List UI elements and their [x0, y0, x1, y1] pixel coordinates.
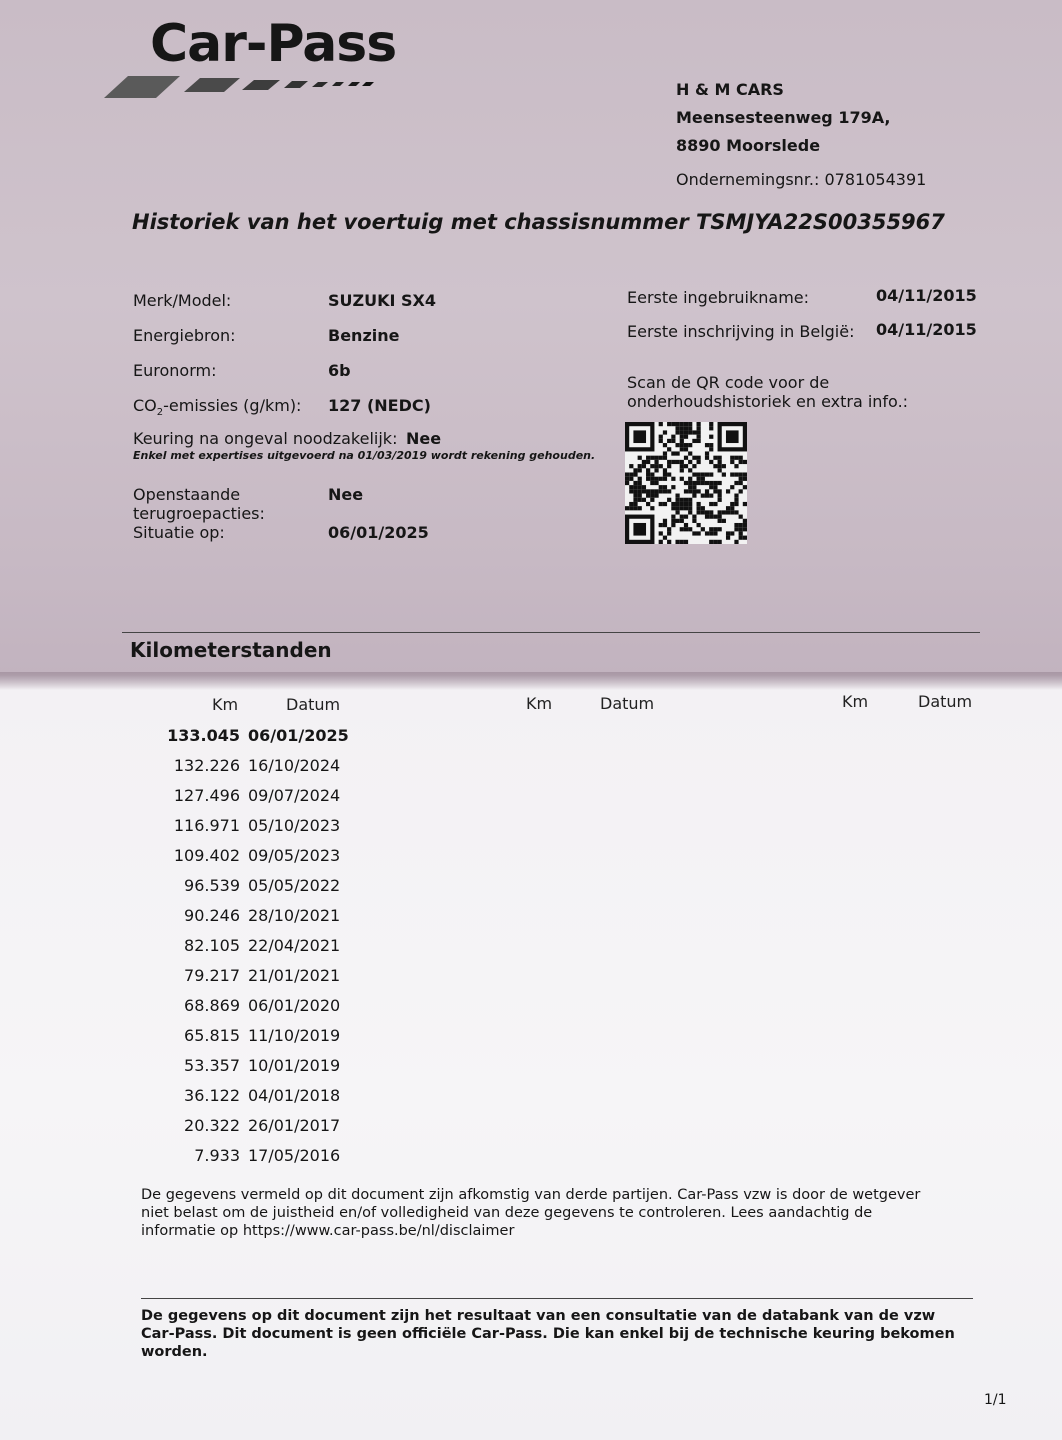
first-registration-value: 04/11/2015	[876, 320, 977, 339]
km-cell: 36.122	[184, 1086, 240, 1105]
first-use-value: 04/11/2015	[876, 286, 977, 305]
km-cell: 132.226	[173, 756, 240, 775]
recall-label-1: Openstaande	[133, 485, 241, 504]
table-row	[150, 1086, 358, 1116]
date-header-2: Datum	[600, 694, 655, 713]
table-row	[150, 786, 358, 816]
disclaimer-text: De gegevens vermeld op dit document zijn afkomstig van derde partijen. Car-Pass vzw is door de wetgever niet belast om de juistheid en/of volledigheid van deze gegevens te controleren. Lees aandachtig de informatie op https://www.car-pass.be/nl/disclaimer	[141, 1187, 921, 1239]
table-row	[150, 726, 358, 756]
qr-code-icon[interactable]	[625, 422, 747, 544]
recall-label-2: terugroepacties:	[133, 504, 265, 523]
table-row	[150, 1056, 358, 1086]
dealer-address	[676, 76, 926, 194]
km-cell: 79.217	[184, 966, 240, 985]
date-cell: 09/07/2024	[248, 786, 341, 805]
date-cell: 10/01/2019	[248, 1056, 341, 1075]
date-cell: 06/01/2020	[248, 996, 341, 1015]
co2-label-post: -emissies (g/km):	[163, 396, 302, 415]
make-label: Merk/Model:	[133, 291, 232, 310]
make-value: SUZUKI SX4	[328, 291, 437, 310]
co2-label-pre: CO	[133, 396, 157, 415]
table-row	[150, 816, 358, 846]
fuel-label: Energiebron:	[133, 326, 236, 345]
dealer-registration	[676, 166, 926, 194]
situation-value: 06/01/2025	[328, 523, 429, 542]
date-cell: 16/10/2024	[248, 756, 341, 775]
dealer-street: Meensesteenweg 179A,	[676, 108, 891, 127]
km-cell: 116.971	[173, 816, 240, 835]
km-cell: 133.045	[167, 726, 240, 745]
document-title: Historiek van het voertuig met chassisnummer TSMJYA22S00355967	[132, 210, 945, 234]
registration-label: Ondernemingsnr.:	[676, 170, 820, 189]
table-row	[150, 1116, 358, 1146]
date-cell: 26/01/2017	[248, 1116, 341, 1135]
inspection-value: Nee	[406, 429, 442, 448]
mileage-table	[150, 726, 358, 1176]
date-cell: 09/05/2023	[248, 846, 341, 865]
inspection-note: Enkel met expertises uitgevoerd na 01/03/2019 wordt rekening gehouden.	[133, 449, 596, 462]
km-header-2: Km	[526, 694, 553, 713]
qr-instruction-2: onderhoudshistoriek en extra info.:	[627, 392, 909, 411]
date-header-3: Datum	[918, 692, 973, 711]
km-cell: 82.105	[184, 936, 240, 955]
km-cell: 68.869	[184, 996, 240, 1015]
co2-label	[133, 396, 301, 418]
table-row	[150, 756, 358, 786]
footer-text: De gegevens op dit document zijn het resultaat van een consultatie van de databank van de vzw Car-Pass. Dit document is geen officiële Car-Pass. Die kan enkel bij de technische keuring bekomen worden.	[141, 1308, 955, 1360]
table-row	[150, 1146, 358, 1176]
logo-stripes-icon	[104, 72, 380, 98]
first-use-label: Eerste ingebruikname:	[627, 288, 810, 307]
car-pass-logo: Car-Pass	[150, 14, 397, 74]
dealer-city: 8890 Moorslede	[676, 136, 821, 155]
inspection-label: Keuring na ongeval noodzakelijk:	[133, 429, 398, 448]
date-cell: 05/05/2022	[248, 876, 341, 895]
co2-label-sub: 2	[156, 407, 164, 419]
date-cell: 22/04/2021	[248, 936, 341, 955]
date-cell: 17/05/2016	[248, 1146, 341, 1165]
km-header-1: Km	[212, 695, 239, 714]
date-cell: 06/01/2025	[248, 726, 349, 745]
km-cell: 127.496	[173, 786, 240, 805]
page-number: 1/1	[984, 1392, 1007, 1408]
recall-value: Nee	[328, 485, 364, 504]
km-cell: 20.322	[184, 1116, 240, 1135]
dealer-name: H & M CARS	[676, 80, 784, 99]
km-cell: 65.815	[184, 1026, 240, 1045]
co2-value: 127 (NEDC)	[328, 396, 431, 415]
euronorm-value: 6b	[328, 361, 351, 380]
table-row	[150, 1026, 358, 1056]
euronorm-label: Euronorm:	[133, 361, 217, 380]
table-row	[150, 906, 358, 936]
km-header-3: Km	[842, 692, 869, 711]
footer-divider	[141, 1298, 973, 1299]
situation-label: Situatie op:	[133, 523, 225, 542]
km-cell: 109.402	[173, 846, 240, 865]
mileage-section-title: Kilometerstanden	[130, 638, 332, 662]
registration-number: 0781054391	[824, 170, 927, 189]
table-row	[150, 846, 358, 876]
km-cell: 7.933	[194, 1146, 240, 1165]
date-cell: 04/01/2018	[248, 1086, 341, 1105]
date-cell: 28/10/2021	[248, 906, 341, 925]
table-row	[150, 996, 358, 1026]
table-row	[150, 936, 358, 966]
section-divider	[122, 632, 980, 633]
date-header-1: Datum	[286, 695, 341, 714]
first-registration-label: Eerste inschrijving in België:	[627, 322, 855, 341]
table-row	[150, 876, 358, 906]
km-cell: 90.246	[184, 906, 240, 925]
date-cell: 21/01/2021	[248, 966, 341, 985]
date-cell: 11/10/2019	[248, 1026, 341, 1045]
km-cell: 96.539	[184, 876, 240, 895]
fuel-value: Benzine	[328, 326, 400, 345]
date-cell: 05/10/2023	[248, 816, 341, 835]
table-row	[150, 966, 358, 996]
km-cell: 53.357	[184, 1056, 240, 1075]
qr-instruction-1: Scan de QR code voor de	[627, 373, 830, 392]
paper-fold	[0, 672, 1062, 690]
